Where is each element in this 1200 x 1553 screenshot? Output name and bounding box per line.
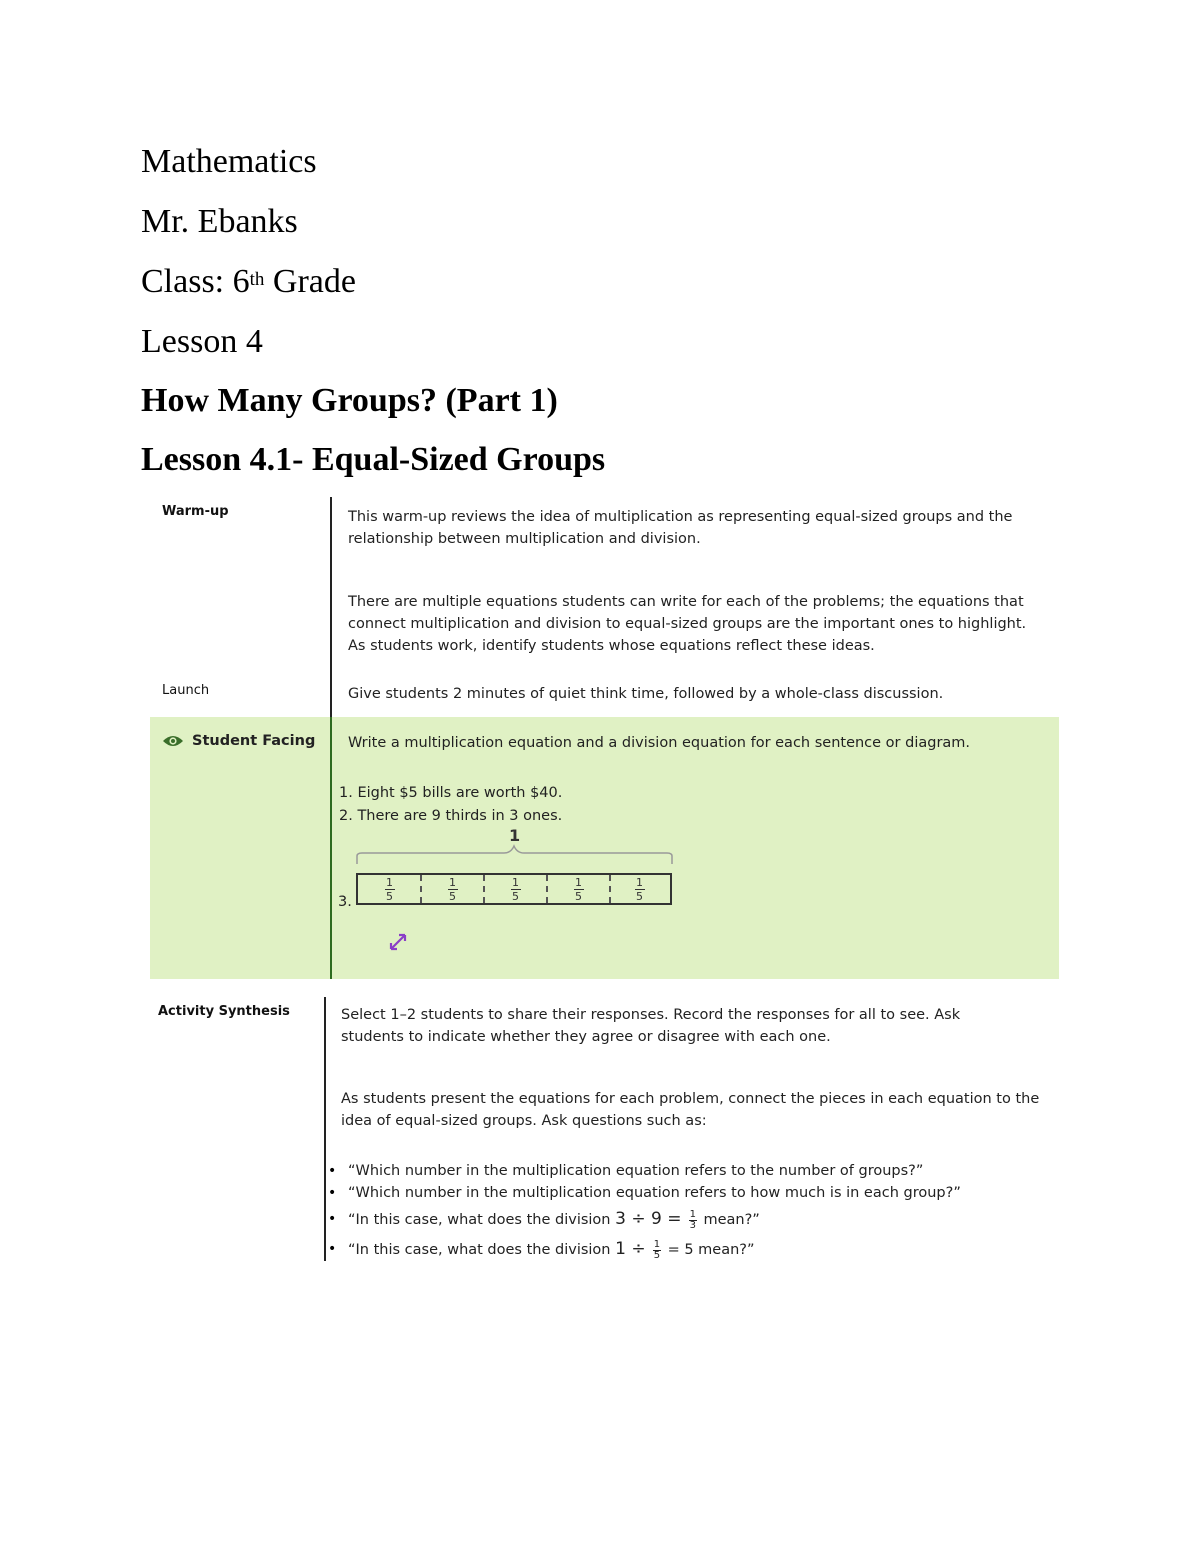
lesson-subtitle: Lesson 4.1- Equal-Sized Groups xyxy=(141,441,606,478)
synthesis-label: Activity Synthesis xyxy=(158,1004,290,1019)
warmup-label: Warm-up xyxy=(162,504,229,519)
fraction-strip xyxy=(356,873,672,905)
launch-text: Give students 2 minutes of quiet think time, followed by a whole-class discussion. xyxy=(348,686,944,702)
student-item-1: 1. Eight $5 bills are worth $40. xyxy=(339,785,563,801)
student-facing-header xyxy=(162,733,315,749)
strip-segment: 1 5 xyxy=(386,875,393,903)
lesson-title: How Many Groups? (Part 1) xyxy=(141,382,558,419)
question-item: • “Which number in the multiplication equation refers to how much is in each group?” xyxy=(328,1182,961,1206)
section-divider-synthesis xyxy=(324,997,326,1261)
eye-icon xyxy=(162,734,184,748)
section-divider-student xyxy=(330,717,332,979)
expand-icon[interactable] xyxy=(388,932,408,952)
strip-segment: 1 5 xyxy=(449,875,456,903)
subject-line: Mathematics xyxy=(141,143,317,180)
synthesis-questions xyxy=(328,1160,961,1266)
student-item-3-number: 3. xyxy=(338,894,352,910)
section-divider-warmup xyxy=(330,497,332,717)
lesson-line: Lesson 4 xyxy=(141,323,263,360)
synthesis-paragraph-2: As students present the equations for each problem, connect the pieces in each equation to the idea of equal-sized groups. Ask questions such as: xyxy=(341,1091,1040,1129)
launch-label: Launch xyxy=(162,683,210,698)
class-ordinal: th xyxy=(249,269,265,290)
synthesis-paragraph-1: Select 1–2 students to share their responses. Record the responses for all to see. Ask students to indicate whether they agree or disagree with each one. xyxy=(341,1007,961,1045)
student-item-2: 2. There are 9 thirds in 3 ones. xyxy=(339,808,563,824)
strip-segment: 1 5 xyxy=(636,875,643,903)
teacher-line: Mr. Ebanks xyxy=(141,203,298,240)
diagram-brace xyxy=(354,844,676,868)
student-facing-label: Student Facing xyxy=(192,733,316,749)
student-instruction: Write a multiplication equation and a division equation for each sentence or diagram. xyxy=(348,735,971,751)
question-item: • “In this case, what does the division 1 ÷ $\frac{1}{5}$ = 5 mean?” xyxy=(328,1236,961,1266)
class-prefix: Class: 6 xyxy=(141,263,250,300)
strip-segment: 1 5 xyxy=(575,875,582,903)
strip-segment: 1 5 xyxy=(512,875,519,903)
class-line xyxy=(141,262,356,302)
diagram-total-label: 1 xyxy=(509,826,521,845)
class-suffix: Grade xyxy=(264,263,356,300)
warmup-paragraph-1: This warm-up reviews the idea of multiplication as representing equal-sized groups and the relationship between multiplication and division. xyxy=(348,509,1013,547)
warmup-paragraph-2: There are multiple equations students can write for each of the problems; the equations that connect multiplication and division to equal-sized groups are the important ones to highlight. As students work, identify students whose equations reflect these ideas. xyxy=(348,594,1027,654)
question-item: • “Which number in the multiplication equation refers to the number of groups?” xyxy=(328,1160,961,1182)
question-item: • “In this case, what does the division 3 ÷ 9 = $\frac{1}{3}$ mean?” xyxy=(328,1206,961,1236)
